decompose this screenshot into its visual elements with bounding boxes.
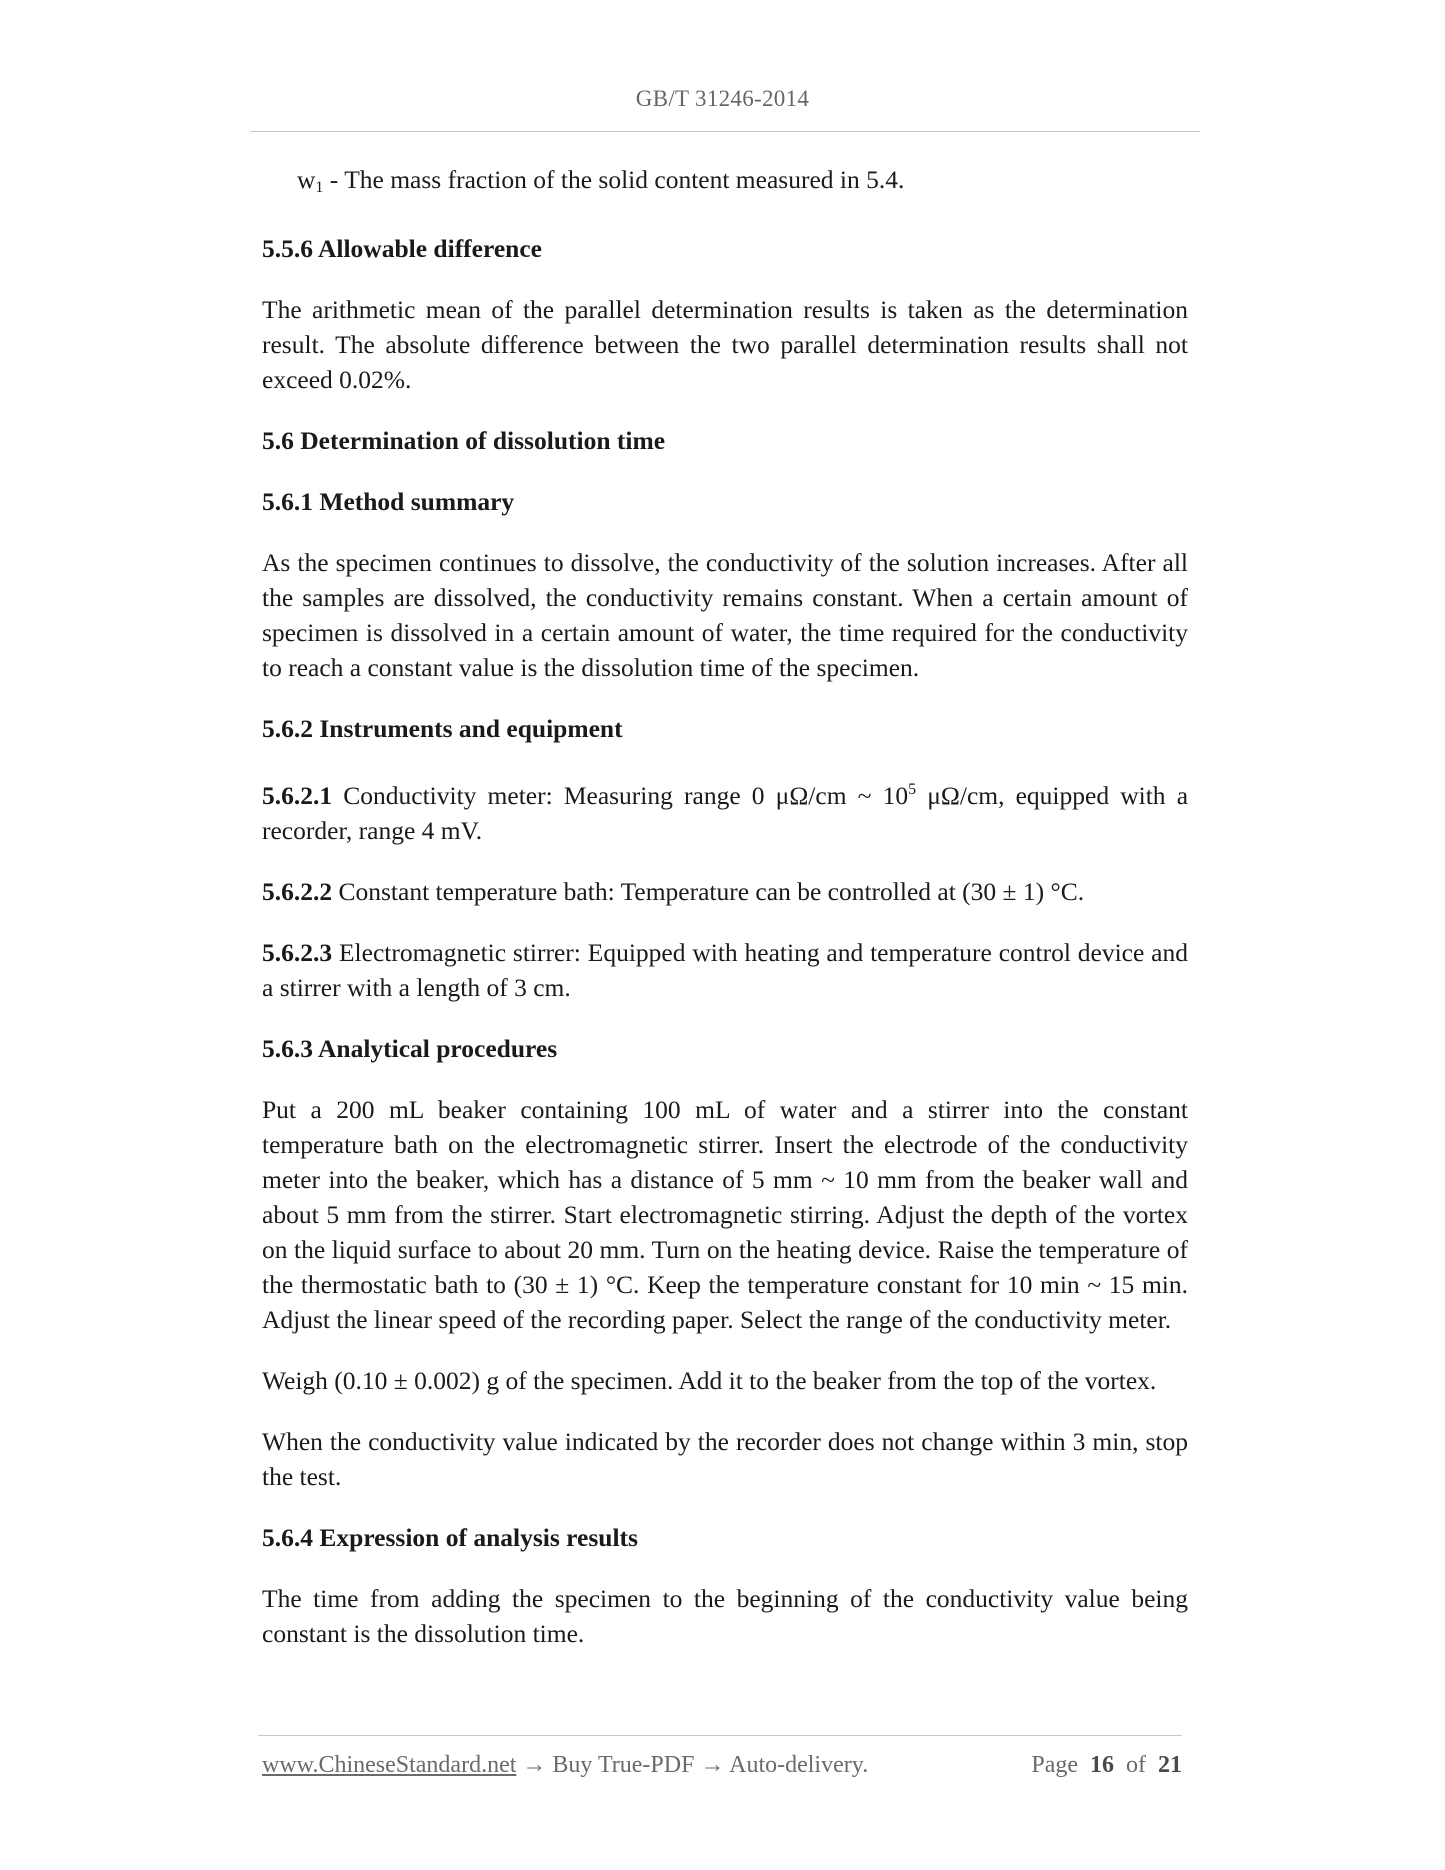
- clause-number: 5.6.2.2: [262, 877, 333, 906]
- variable-subscript: 1: [315, 179, 324, 196]
- total-pages: 21: [1158, 1752, 1182, 1778]
- clause-5-6-2-1: [262, 772, 1188, 848]
- paragraph-5-6-3-stop: When the conductivity value indicated by the recorder does not change within 3 min, stop the test.: [262, 1427, 1188, 1491]
- variable-symbol: w: [297, 165, 316, 194]
- paragraph-5-6-4: The time from adding the specimen to the beginning of the conductivity value being constant is the dissolution time.: [262, 1584, 1188, 1648]
- clause-superscript: 5: [908, 781, 917, 798]
- paragraph-5-5-6: The arithmetic mean of the parallel determination results is taken as the determination result. The absolute difference between the two parallel determination results shall not exceed 0.02%.: [262, 295, 1188, 394]
- section-heading-5-6-4: 5.6.4 Expression of analysis results: [262, 1523, 638, 1552]
- page-footer: [262, 1752, 1182, 1779]
- variable-description: - The mass fraction of the solid content measured in 5.4.: [323, 165, 905, 194]
- page-of-label: of: [1126, 1752, 1146, 1778]
- document-body: [262, 162, 1188, 1677]
- page-number: [1031, 1752, 1182, 1779]
- section-heading-5-6: 5.6 Determination of dissolution time: [262, 426, 666, 455]
- section-heading-5-6-1: 5.6.1 Method summary: [262, 487, 515, 516]
- header-divider: [250, 131, 1200, 132]
- clause-text-continued: μΩ/cm, equipped with a recorder, range 4 mV.: [262, 781, 1189, 845]
- footer-divider: [258, 1735, 1182, 1736]
- clause-5-6-2-3: [262, 935, 1188, 1005]
- clause-number: 5.6.2.3: [262, 938, 333, 967]
- paragraph-5-6-3-weigh: Weigh (0.10 ± 0.002) g of the specimen. Add it to the beaker from the top of the vortex.: [262, 1366, 1157, 1395]
- current-page: 16: [1090, 1752, 1114, 1778]
- document-code-header: GB/T 31246-2014: [635, 86, 810, 111]
- clause-text: Electromagnetic stirrer: Equipped with heating and temperature control device and a stirrer with a length of 3 cm.: [262, 938, 1188, 1002]
- footer-promo: [262, 1752, 868, 1779]
- clause-number: 5.6.2.1: [262, 781, 333, 810]
- variable-definition-w1: [262, 162, 1188, 205]
- section-heading-5-6-3: 5.6.3 Analytical procedures: [262, 1034, 558, 1063]
- clause-5-6-2-2: [262, 874, 1188, 909]
- section-heading-5-6-2: 5.6.2 Instruments and equipment: [262, 714, 623, 743]
- paragraph-5-6-1: As the specimen continues to dissolve, the conductivity of the solution increases. After all the samples are dissolved, the conductivity remains constant. When a certain amount of specimen is dissolved in a certain amount of water, the time required for the conductivity to reach a constant value is the dissolution time of the specimen.: [262, 548, 1188, 682]
- paragraph-5-6-3-procedure: Put a 200 mL beaker containing 100 mL of water and a stirrer into the constant temperature bath on the electromagnetic stirrer. Insert the electrode of the conductivity meter into the beaker, which has a distance of 5 mm ~ 10 mm from the beaker wall and about 5 mm from the stirrer. Start electromagnetic stirring. Adjust the depth of the vortex on the liquid surface to about 20 mm. Turn on the heating device. Raise the temperature of the thermostatic bath to (30 ± 1) °C. Keep the temperature constant for 10 min ~ 15 min. Adjust the linear speed of the recording paper. Select the range of the conductivity meter.: [262, 1095, 1188, 1334]
- clause-text: Conductivity meter: Measuring range 0 μΩ/cm ~ 10: [332, 781, 909, 810]
- page-label: Page: [1031, 1752, 1078, 1778]
- section-heading-5-5-6: 5.5.6 Allowable difference: [262, 234, 542, 263]
- footer-promo-text: → Buy True-PDF → Auto-delivery.: [516, 1752, 869, 1778]
- clause-text: Constant temperature bath: Temperature can be controlled at (30 ± 1) °C.: [332, 877, 1085, 906]
- chinesestandard-link[interactable]: www.ChineseStandard.net: [262, 1752, 517, 1778]
